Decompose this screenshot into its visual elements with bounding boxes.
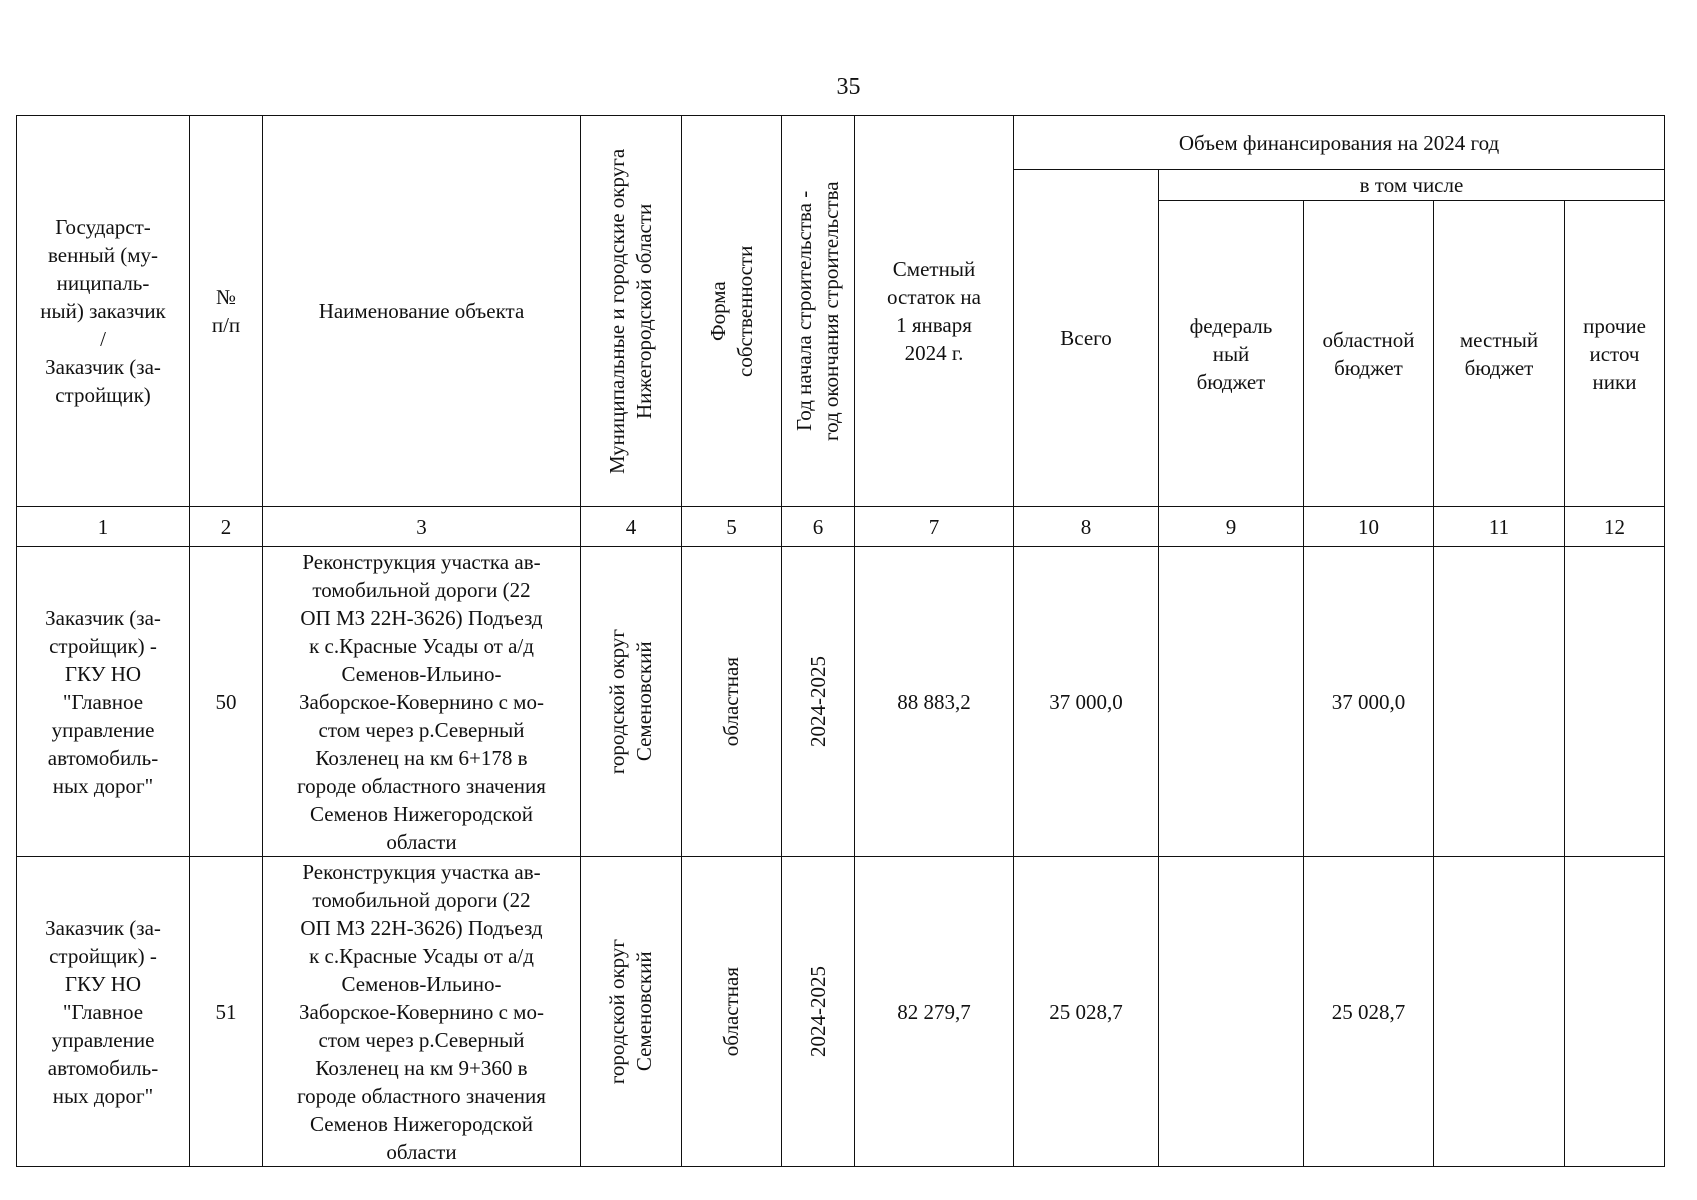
row-customer: Заказчик (за- стройщик) - ГКУ НО "Главное управление автомобиль- ных дорог" [17, 547, 190, 857]
row-ownership-text: областная [719, 966, 743, 1057]
row-total: 37 000,0 [1014, 547, 1159, 857]
column-number: 1 [17, 507, 190, 547]
column-number: 12 [1565, 507, 1665, 547]
row-estimate-remainder: 82 279,7 [855, 857, 1014, 1167]
row-federal [1159, 857, 1304, 1167]
column-number: 7 [855, 507, 1014, 547]
table-row [17, 547, 1665, 857]
column-number: 11 [1434, 507, 1565, 547]
row-local [1434, 857, 1565, 1167]
column-number: 3 [263, 507, 581, 547]
row-municipality [581, 547, 682, 857]
header-federal: федераль ный бюджет [1159, 201, 1304, 507]
row-object-name: Реконструкция участка ав- томобильной дороги (22 ОП МЗ 22Н-3626) Подъезд к с.Красные Усады от а/д Семенов-Ильино- Заборское-Ковернино с мо- стом через р.Северный Козленец на км 9+360 в городе областного значения Семенов Нижегородской области [263, 857, 581, 1167]
header-regional: областной бюджет [1304, 201, 1434, 507]
row-customer: Заказчик (за- стройщик) - ГКУ НО "Главное управление автомобиль- ных дорог" [17, 857, 190, 1167]
column-number: 6 [782, 507, 855, 547]
column-number: 5 [682, 507, 782, 547]
column-number-row [17, 507, 1665, 547]
row-years [782, 857, 855, 1167]
header-municipality [581, 116, 682, 507]
header-municipality-text: Муниципальные и городские округа Нижегородской области [605, 148, 656, 474]
row-number: 51 [190, 857, 263, 1167]
header-total: Всего [1014, 170, 1159, 507]
header-number: № п/п [190, 116, 263, 507]
row-ownership [682, 547, 782, 857]
column-number: 8 [1014, 507, 1159, 547]
row-object-name: Реконструкция участка ав- томобильной дороги (22 ОП МЗ 22Н-3626) Подъезд к с.Красные Усады от а/д Семенов-Ильино- Заборское-Ковернино с мо- стом через р.Северный Козленец на км 6+178 в городе областного значения Семенов Нижегородской области [263, 547, 581, 857]
row-ownership-text: областная [719, 656, 743, 747]
header-other: прочие источ ники [1565, 201, 1665, 507]
header-years [782, 116, 855, 507]
row-municipality [581, 857, 682, 1167]
row-federal [1159, 547, 1304, 857]
financing-table [16, 115, 1665, 1167]
header-funding-volume: Объем финансирования на 2024 год [1014, 116, 1665, 170]
column-number: 9 [1159, 507, 1304, 547]
row-ownership [682, 857, 782, 1167]
row-other [1565, 547, 1665, 857]
column-number: 2 [190, 507, 263, 547]
column-number: 4 [581, 507, 682, 547]
header-including: в том числе [1159, 170, 1665, 201]
header-local: местный бюджет [1434, 201, 1565, 507]
row-regional: 25 028,7 [1304, 857, 1434, 1167]
row-years-text: 2024-2025 [805, 656, 830, 747]
row-total: 25 028,7 [1014, 857, 1159, 1167]
column-number: 10 [1304, 507, 1434, 547]
row-estimate-remainder: 88 883,2 [855, 547, 1014, 857]
row-other [1565, 857, 1665, 1167]
row-number: 50 [190, 547, 263, 857]
header-years-text: Год начала строительства - год окончания строительства [792, 181, 843, 441]
row-municipality-text: городской округ Семеновский [605, 628, 656, 775]
header-object-name: Наименование объекта [263, 116, 581, 507]
row-local [1434, 547, 1565, 857]
row-years-text: 2024-2025 [805, 966, 830, 1057]
page-number: 35 [836, 74, 861, 100]
table-row [17, 857, 1665, 1167]
header-ownership [682, 116, 782, 507]
row-regional: 37 000,0 [1304, 547, 1434, 857]
header-customer: Государст- венный (му- ниципаль- ный) заказчик / Заказчик (за- стройщик) [17, 116, 190, 507]
header-estimate-remainder: Сметный остаток на 1 января 2024 г. [855, 116, 1014, 507]
row-municipality-text: городской округ Семеновский [605, 938, 656, 1085]
row-years [782, 547, 855, 857]
header-ownership-text: Форма собственности [705, 245, 757, 377]
